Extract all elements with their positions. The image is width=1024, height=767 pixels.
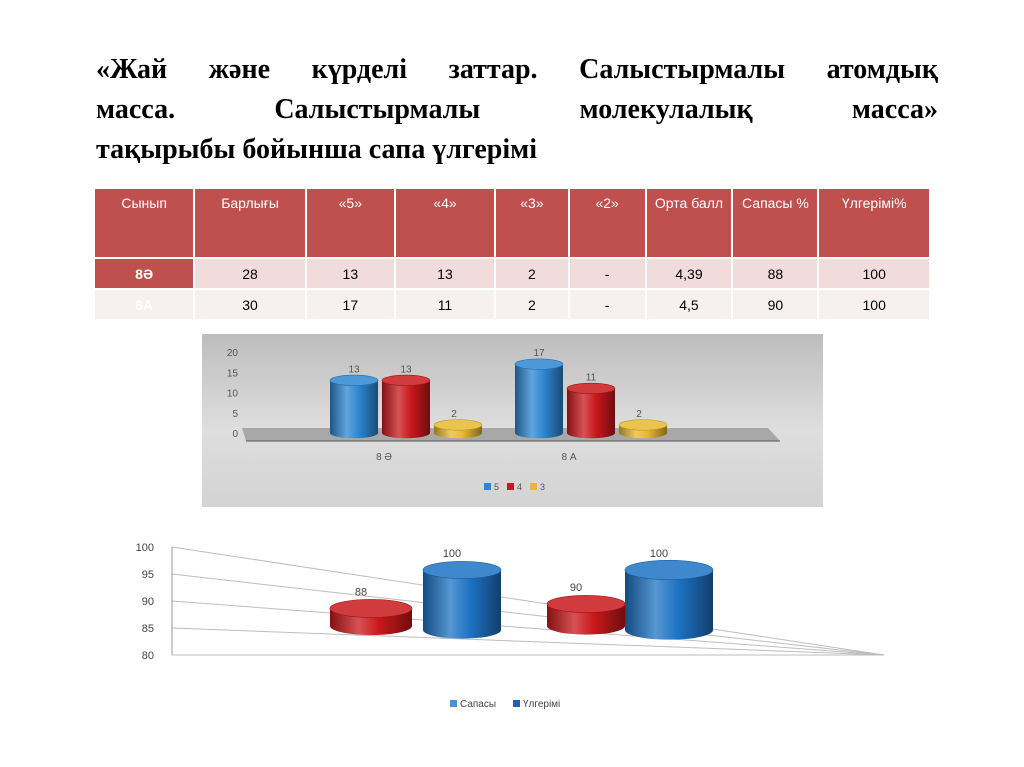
bar-Үлгерімі-1-top — [625, 560, 713, 579]
legend-label: 3 — [540, 482, 546, 492]
bar-5-1 — [515, 364, 563, 438]
header-grade-3: «3» — [496, 189, 568, 259]
legend-label: Сапасы — [460, 699, 497, 710]
bar-5-0-top — [330, 375, 378, 386]
gridline — [172, 574, 884, 655]
y-tick-label: 90 — [141, 596, 154, 608]
legend-swatch — [513, 700, 520, 707]
header-average: Орта балл — [647, 189, 732, 259]
bar-4-0 — [382, 380, 430, 438]
slide-title — [96, 50, 938, 170]
gridline — [172, 547, 884, 655]
title-line-2: масса. Салыстырмалы молекулалық масса» — [96, 94, 938, 125]
table-cell: 4,5 — [647, 290, 732, 321]
bar-Үлгерімі-0-top — [423, 561, 501, 578]
x-tick-label: 8 Ә — [376, 452, 392, 463]
bar-5-1-top — [515, 359, 563, 370]
data-label: 2 — [451, 408, 457, 420]
quality-chart-svg — [128, 530, 898, 720]
chart-floor — [242, 428, 780, 441]
bar-5-0 — [330, 380, 378, 438]
grades-chart — [202, 334, 823, 507]
quality-chart — [128, 530, 898, 720]
table-cell: 11 — [396, 290, 494, 321]
header-class: Сынып — [95, 189, 193, 259]
data-label: 11 — [585, 372, 597, 384]
y-tick-label: 95 — [141, 569, 154, 581]
legend-label: 5 — [494, 482, 500, 492]
table-cell: 100 — [819, 259, 929, 290]
data-label: 17 — [533, 348, 545, 360]
bar-4-1-top — [567, 383, 615, 394]
table-cell: 13 — [307, 259, 394, 290]
bar-Сапасы-1-top — [547, 595, 625, 612]
gridline — [172, 601, 884, 655]
table-cell: 30 — [195, 290, 305, 321]
bar-3-0-top — [434, 420, 482, 431]
header-grade-2: «2» — [570, 189, 645, 259]
bar-Сапасы-0-top — [330, 599, 412, 617]
table-cell: - — [570, 290, 645, 321]
legend-label: Үлгерімі — [523, 699, 561, 710]
bar-3-1-top — [619, 420, 667, 431]
data-label: 90 — [569, 582, 583, 594]
data-label: 100 — [649, 548, 669, 560]
table-cell: 13 — [396, 259, 494, 290]
bar-Үлгерімі-0 — [423, 570, 501, 639]
y-tick-label: 0 — [232, 429, 238, 440]
table-cell: 2 — [496, 259, 568, 290]
y-tick-label: 5 — [232, 408, 238, 420]
table-cell: 100 — [819, 290, 929, 321]
x-tick-label: 8 А — [561, 452, 577, 463]
y-tick-label: 15 — [226, 368, 238, 380]
bar-4-0-top — [382, 375, 430, 386]
data-label: 100 — [442, 548, 462, 560]
table-cell: 28 — [195, 259, 305, 290]
legend-label: 4 — [517, 482, 523, 492]
table-cell: - — [570, 259, 645, 290]
bar-4-1 — [567, 388, 615, 438]
table-row — [95, 290, 929, 321]
results-table — [93, 189, 931, 321]
bar-Үлгерімі-1 — [625, 570, 713, 640]
table-cell: 2 — [496, 290, 568, 321]
table-cell: 4,39 — [647, 259, 732, 290]
y-tick-label: 20 — [226, 348, 238, 359]
data-label: 13 — [400, 364, 412, 376]
table-cell: 88 — [733, 259, 817, 290]
header-grade-4: «4» — [396, 189, 494, 259]
header-grade-5: «5» — [307, 189, 394, 259]
table-cell: 8Ә — [95, 259, 193, 290]
y-tick-label: 85 — [141, 623, 154, 635]
y-tick-label: 80 — [141, 650, 154, 662]
header-total: Барлығы — [195, 189, 305, 259]
legend-swatch — [507, 483, 514, 490]
data-label: 13 — [348, 364, 360, 376]
grades-chart-svg — [202, 334, 823, 507]
title-line-1: «Жай және күрделі заттар. Салыстырмалы атомдық — [96, 54, 938, 85]
table-row — [95, 259, 929, 290]
data-label: 2 — [636, 408, 642, 420]
y-tick-label: 10 — [226, 388, 238, 400]
table-cell: 17 — [307, 290, 394, 321]
legend-swatch — [530, 483, 537, 490]
table-cell: 8А — [95, 290, 193, 321]
y-tick-label: 100 — [135, 542, 154, 554]
legend-swatch — [484, 483, 491, 490]
table-cell: 90 — [733, 290, 817, 321]
header-quality: Сапасы % — [733, 189, 817, 259]
header-progress: Үлгерімі% — [819, 189, 929, 259]
table-header-row — [95, 189, 929, 259]
data-label: 88 — [354, 586, 368, 599]
title-line-3: тақырыбы бойынша сапа үлгерімі — [96, 134, 537, 165]
gridline — [172, 628, 884, 655]
legend-swatch — [450, 700, 457, 707]
